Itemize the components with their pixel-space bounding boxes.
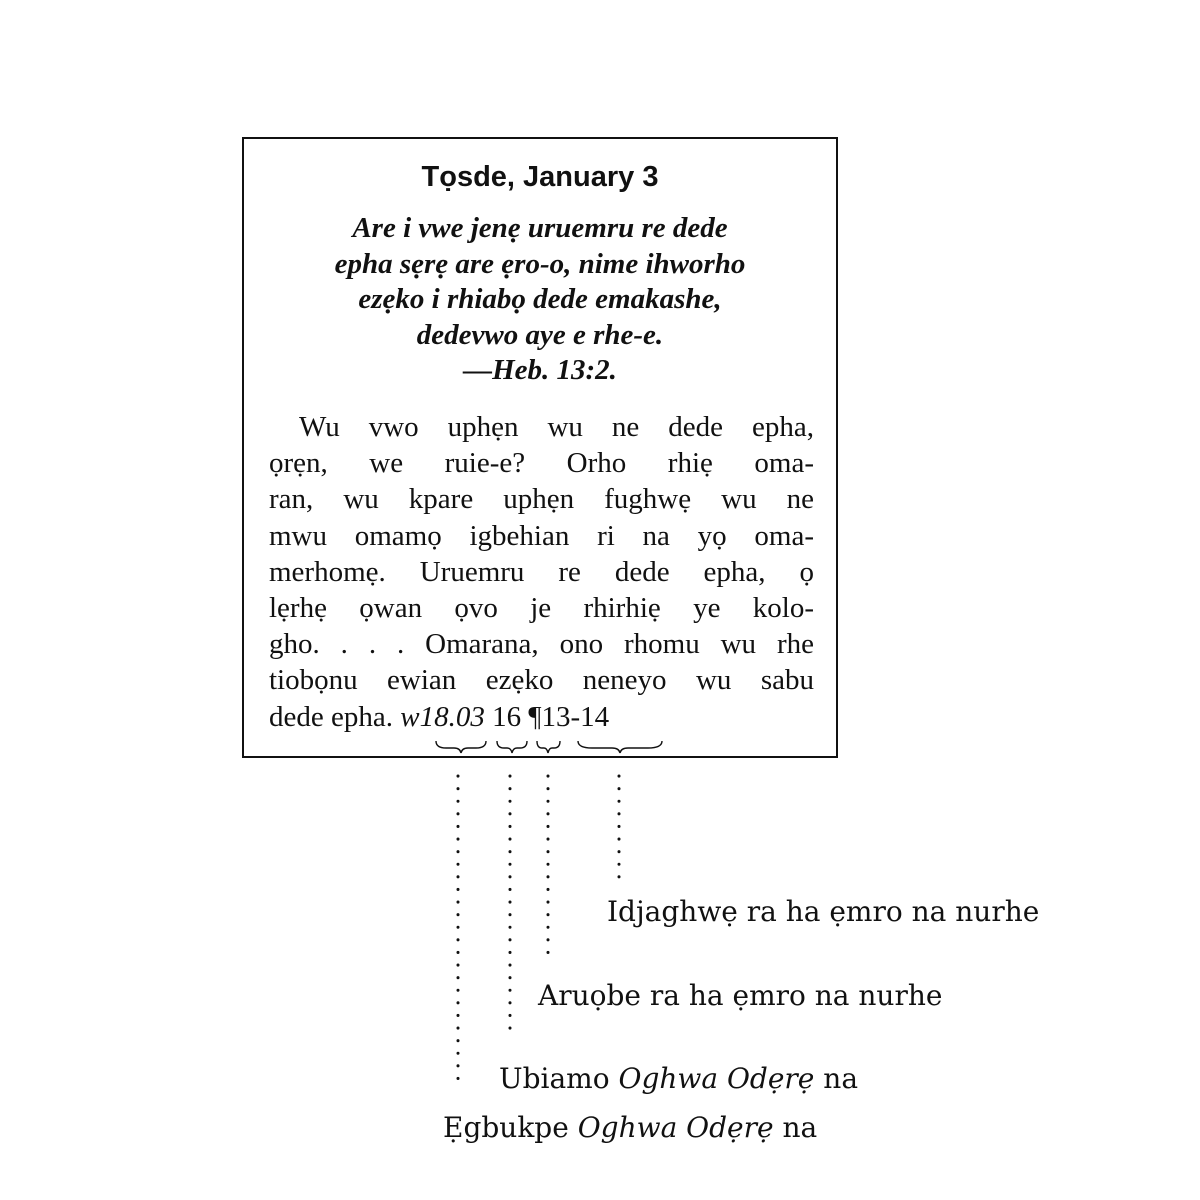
- comment-line: ran, wu kpare uphẹn fughwẹ wu ne: [269, 483, 814, 516]
- comment-line: mwu omamọ igbehian ri na yọ oma-: [269, 519, 814, 552]
- issue-label-magazine: Oghwa Odẹrẹ: [618, 1062, 815, 1095]
- page-label: Aruọbe ra ha ẹmro na nurhe: [538, 979, 943, 1012]
- comment-line: gho. . . . Omarana, ono rhomu wu rhe: [269, 628, 814, 661]
- comment-last-words: dede epha.: [269, 700, 393, 733]
- year-label-magazine: Oghwa Odẹrẹ: [577, 1111, 774, 1144]
- issue-label-prefix: Ubiamo: [499, 1062, 610, 1095]
- paragraphs-label: Idjaghwẹ ra ha ẹmro na nurhe: [607, 895, 1040, 928]
- brace-publication: [436, 741, 486, 753]
- ref-paragraphs: ¶13-14: [528, 700, 610, 733]
- issue-label-suffix: na: [823, 1062, 859, 1095]
- year-label-prefix: Ẹgbukpe: [443, 1111, 569, 1144]
- date-heading: Tọsde, January 3: [421, 161, 659, 193]
- scripture-line: epha sẹrẹ are ẹro-o, nime ihworho: [334, 247, 746, 280]
- scripture-line: dedevwo aye e rhe-e.: [416, 318, 664, 351]
- issue-label: [499, 1062, 858, 1096]
- year-label-suffix: na: [782, 1111, 818, 1144]
- scripture-citation: —Heb. 13:2.: [463, 354, 617, 386]
- comment-line: ọrẹn, we ruie-e? Orho rhiẹ oma-: [269, 447, 814, 480]
- ref-publication: w18: [400, 700, 449, 733]
- ref-page: 16: [492, 700, 522, 733]
- scripture-line: Are i vwe jenẹ uruemru re dede: [352, 212, 728, 244]
- comment-line: merhomẹ. Uruemru re dede epha, ọ: [269, 555, 814, 588]
- ref-issue: .03: [448, 700, 485, 733]
- scripture-line: ezẹko i rhiabọ dede emakashe,: [358, 283, 722, 315]
- brace-page: [537, 741, 560, 753]
- brace-issue: [497, 741, 527, 753]
- comment-line: lẹrhẹ ọwan ọvo je rhirhiẹ ye kolo-: [269, 592, 814, 625]
- comment-line: Wu vwo uphẹn wu ne dede epha,: [299, 411, 814, 443]
- year-label: [443, 1111, 817, 1145]
- brace-paragraphs: [578, 741, 662, 753]
- comment-line: tiobọnu ewian ezẹko neneyo wu sabu: [269, 664, 814, 697]
